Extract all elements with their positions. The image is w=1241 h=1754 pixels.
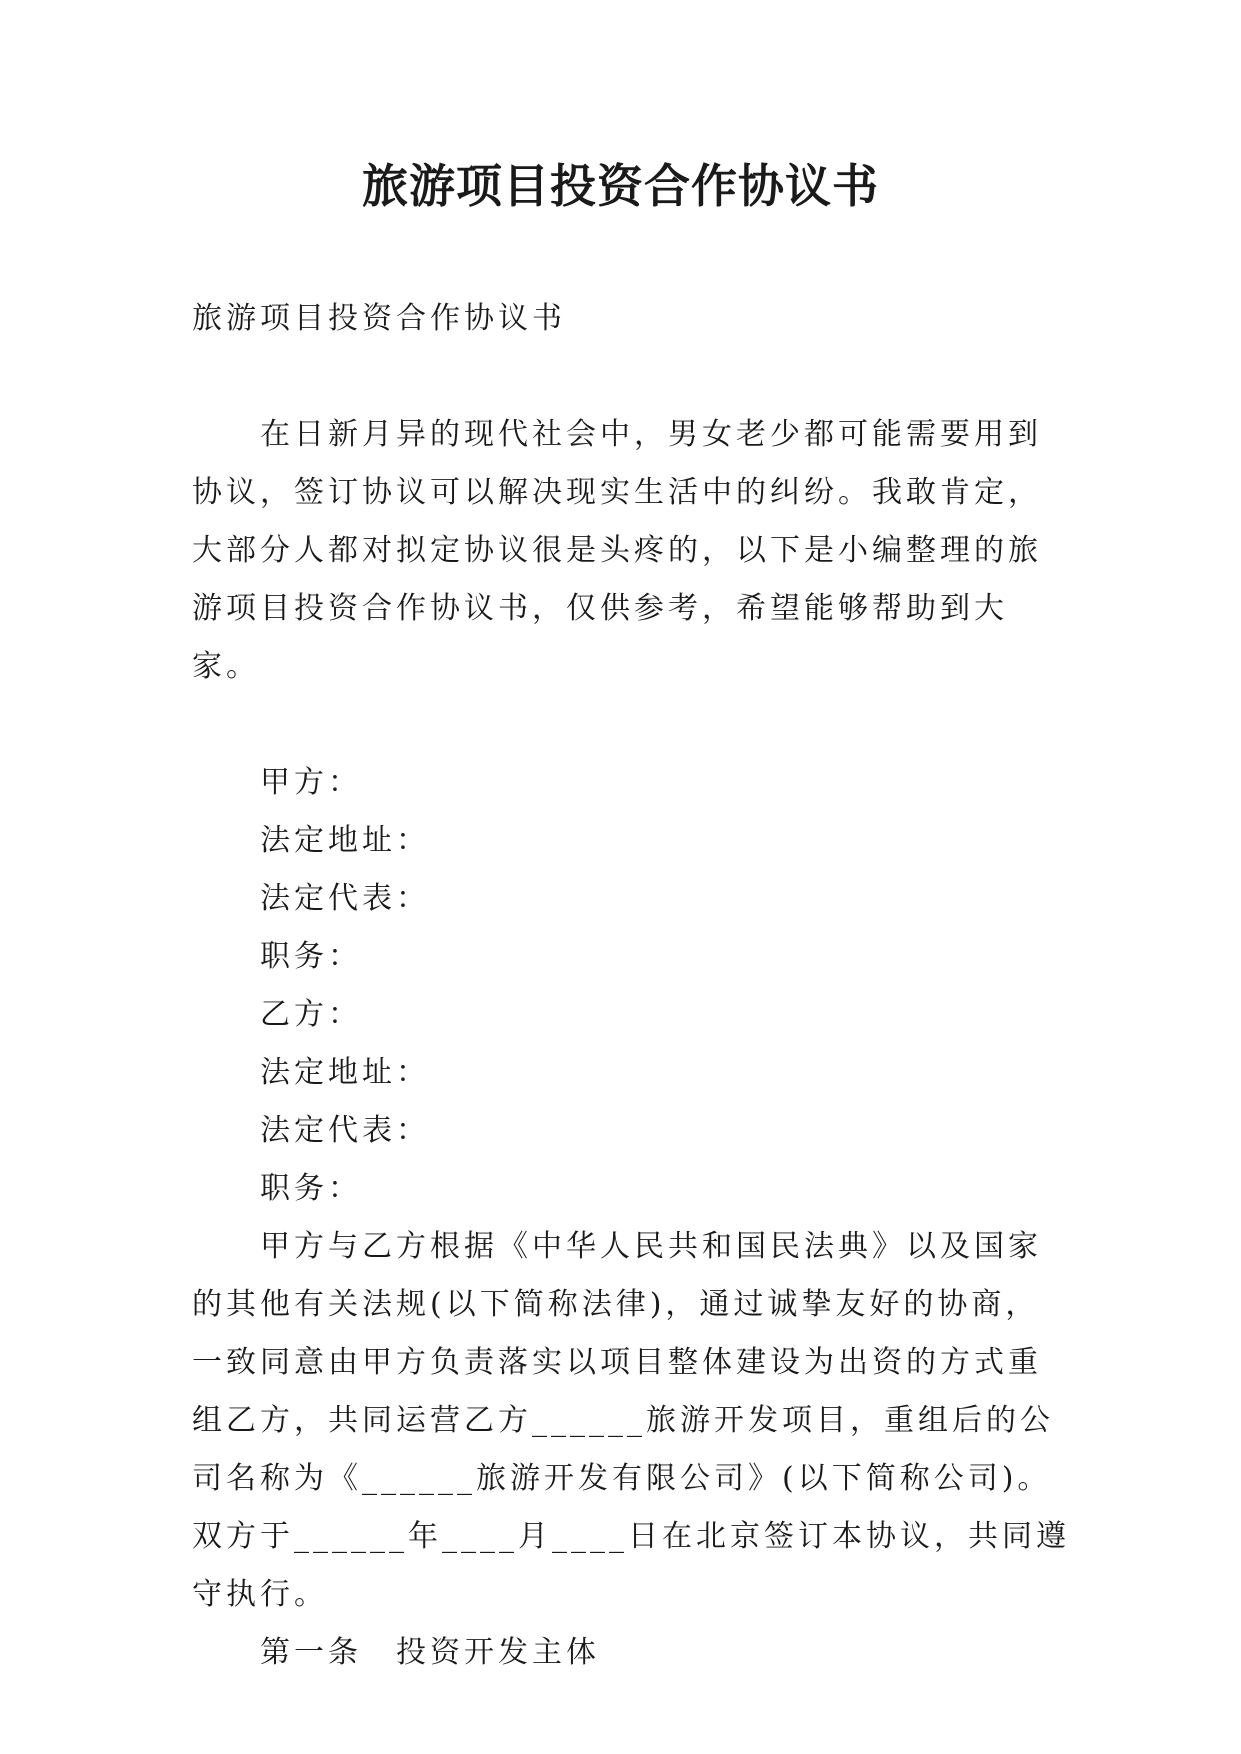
article-1-heading: 第一条 投资开发主体	[260, 1635, 600, 1670]
document-title: 旅游项目投资合作协议书	[362, 159, 879, 213]
party-b-position-label: 职务：	[260, 1171, 362, 1206]
party-a-address-label: 法定地址：	[260, 823, 430, 858]
party-a-label: 甲方：	[260, 765, 362, 800]
intro-paragraph: 在日新月异的现代社会中，男女老少都可能需要用到协议，签订协议可以解决现实生活中的纠纷。我敢肯定，大部分人都对拟定协议很是头疼的，以下是小编整理的旅游项目投资合作协议书，仅供参考，希望能够帮助到大家。	[192, 417, 1042, 684]
party-b-address-label: 法定地址：	[260, 1055, 430, 1090]
document-body	[192, 290, 1072, 1682]
party-a-representative-label: 法定代表：	[260, 881, 430, 916]
agreement-paragraph: 甲方与乙方根据《中华人民共和国民法典》以及国家的其他有关法规(以下简称法律)，通过诚挚友好的协商，一致同意由甲方负责落实以项目整体建设为出资的方式重组乙方，共同运营乙方______旅游开发项目，重组后的公司名称为《______旅游开发有限公司》(以下简称公司)。 双方于______年____月____日在北京签订本协议，共同遵守执行。	[192, 1229, 1070, 1612]
document-subtitle: 旅游项目投资合作协议书	[192, 301, 566, 336]
party-b-representative-label: 法定代表：	[260, 1113, 430, 1148]
party-a-position-label: 职务：	[260, 939, 362, 974]
party-b-label: 乙方：	[260, 997, 362, 1032]
